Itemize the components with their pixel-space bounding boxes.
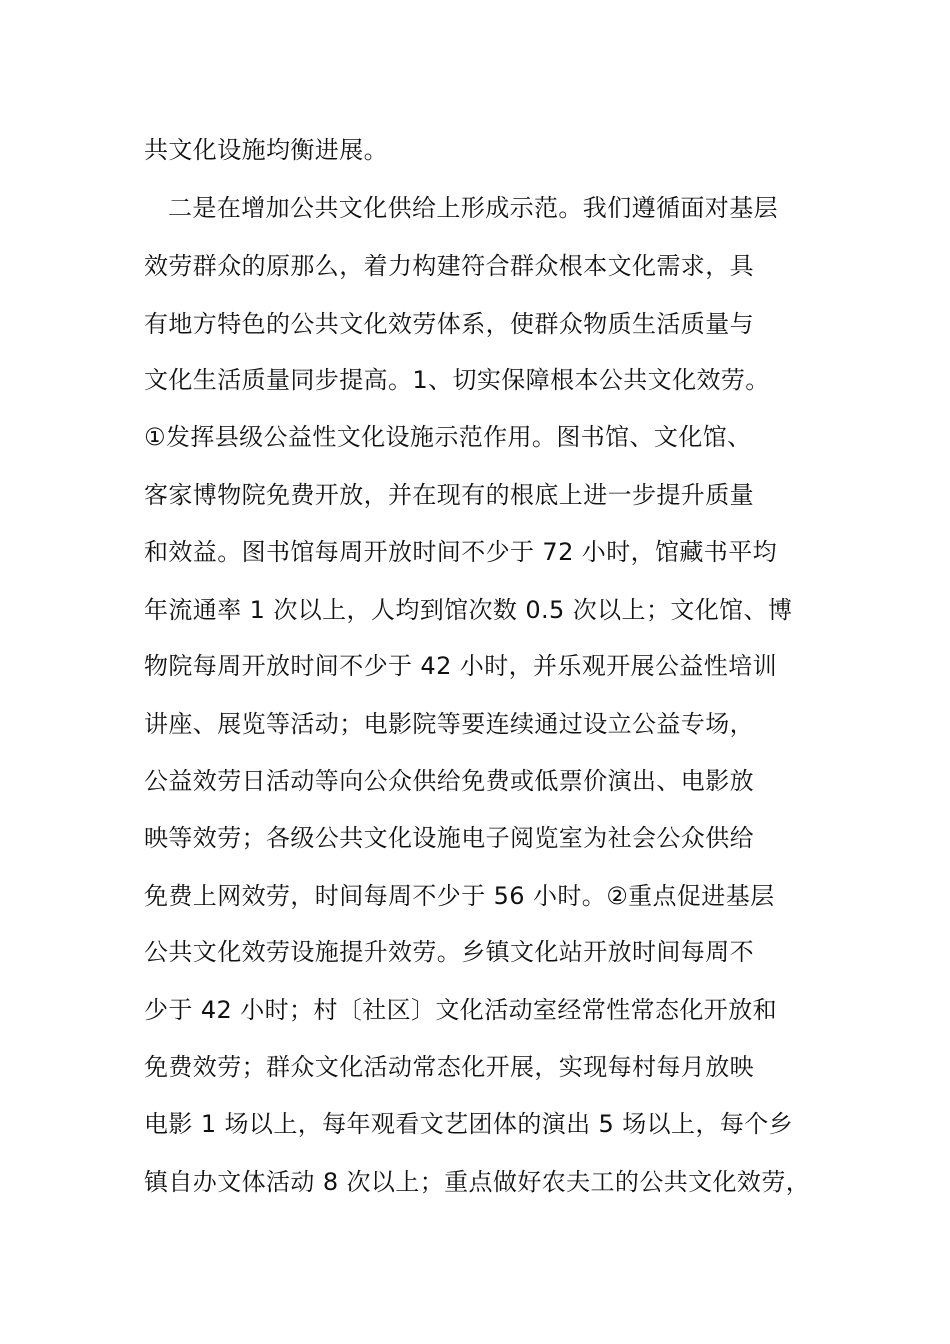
text-line: 年流通率 1 次以上，人均到馆次数 0.5 次以上；文化馆、博 [144, 596, 793, 624]
text-line: 免费上网效劳，时间每周不少于 56 小时。②重点促进基层 [144, 882, 775, 910]
text-line: 共文化设施均衡进展。 [144, 136, 388, 164]
text-line: 镇自办文体活动 8 次以上；重点做好农夫工的公共文化效劳， [144, 1168, 811, 1196]
text-line: 和效益。图书馆每周开放时间不少于 72 小时，馆藏书平均 [144, 538, 777, 566]
text-line: 物院每周开放时间不少于 42 小时，并乐观开展公益性培训 [144, 652, 777, 680]
text-line: 效劳群众的原那么，着力构建符合群众根本文化需求，具 [144, 252, 754, 280]
paragraph-first-line: 二是在增加公共文化供给上形成示范。我们遵循面对基层 [168, 194, 778, 222]
text-line: 客家博物院免费开放，并在现有的根底上进一步提升质量 [144, 481, 754, 509]
text-line: 少于 42 小时；村〔社区〕文化活动室经常性常态化开放和 [144, 996, 777, 1024]
text-line: 有地方特色的公共文化效劳体系，使群众物质生活质量与 [144, 310, 754, 338]
text-line: 文化生活质量同步提高。1、切实保障根本公共文化效劳。 [144, 366, 770, 394]
text-line: 公益效劳日活动等向公众供给免费或低票价演出、电影放 [144, 767, 754, 795]
text-line: 公共文化效劳设施提升效劳。乡镇文化站开放时间每周不 [144, 938, 754, 966]
text-line: ①发挥县级公益性文化设施示范作用。图书馆、文化馆、 [144, 423, 752, 451]
text-line: 电影 1 场以上，每年观看文艺团体的演出 5 场以上，每个乡 [144, 1110, 794, 1138]
text-line: 讲座、展览等活动；电影院等要连续通过设立公益专场， [144, 710, 754, 738]
text-line: 映等效劳；各级公共文化设施电子阅览室为社会公众供给 [144, 824, 754, 852]
text-line: 免费效劳；群众文化活动常态化开展，实现每村每月放映 [144, 1053, 754, 1081]
